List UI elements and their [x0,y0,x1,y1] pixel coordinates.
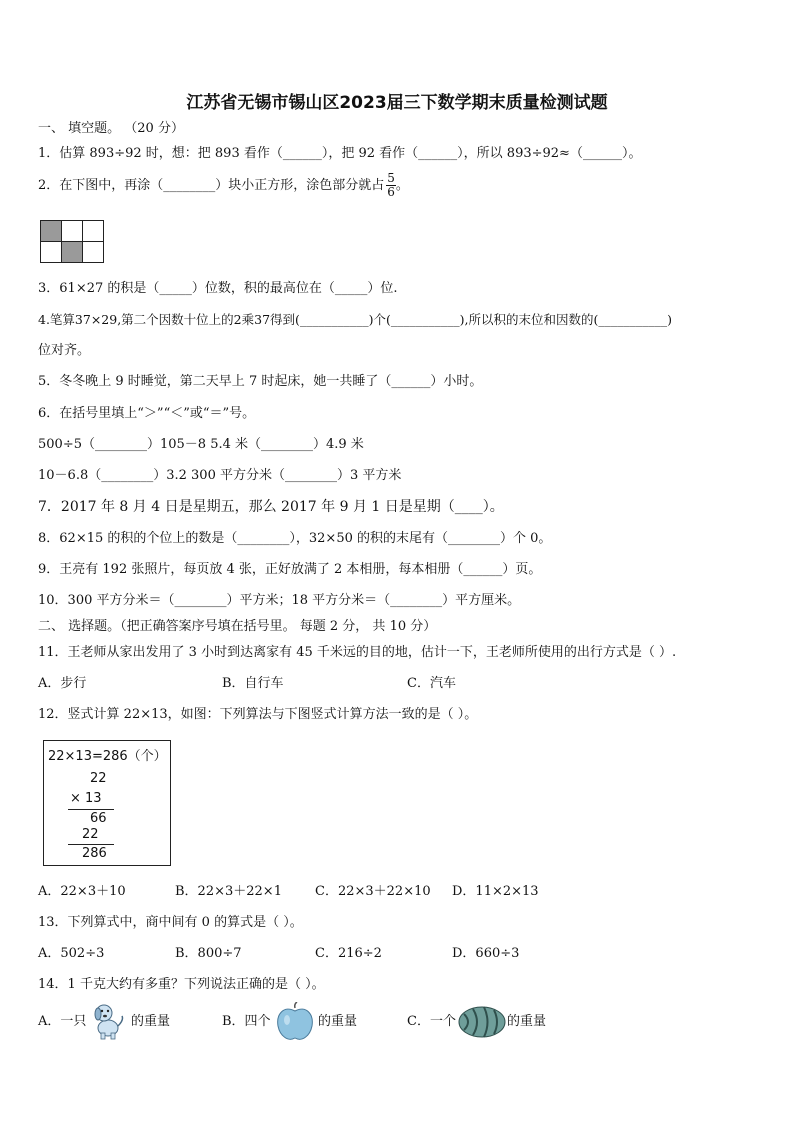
apple-icon [276,1002,314,1046]
question-5: 5．冬冬晚上 9 时睡觉，第二天早上 7 时起床，她一共睡了（______）小时。 [38,374,483,389]
question-9: 9．王亮有 192 张照片，每页放 4 张，正好放满了 2 本相册，每本相册（______）页。 [38,562,542,577]
question-8: 8．62×15 的积的个位上的数是（________），32×50 的积的末尾有（________）个 0。 [38,531,552,546]
question-6: 6．在括号里填上“＞”“＜”或“＝”号。 [38,406,256,421]
question-2-end: 。 [395,178,409,193]
calc-multiplier: × 13 [70,791,102,806]
question-11: 11．王老师从家出发用了 3 小时到达离家有 45 千米远的目的地，估计一下，王老师所使用的出行方式是（ ）. [38,645,677,660]
question-3: 3．61×27 的积是（_____）位数，积的最高位在（_____）位. [38,281,398,296]
q14-option-a-suffix: 的重量 [131,1014,171,1029]
calc-result: 286 [82,846,107,861]
q12-option-d: D．11×2×13 [452,884,539,899]
grid-cell-shaded [62,242,83,263]
q11-option-b: B．自行车 [222,676,284,691]
grid-cell [62,221,83,242]
grid-cell-shaded [41,221,62,242]
q13-option-c: C．216÷2 [315,946,382,961]
question-2 [38,172,409,199]
q14-option-c-suffix: 的重量 [507,1014,547,1029]
q12-option-c: C．22×3＋22×10 [315,884,431,899]
calc-rule-1 [68,809,114,810]
question-7: 7．2017 年 8 月 4 日是星期五，那么 2017 年 9 月 1 日是星期（____）。 [38,499,504,515]
q14-option-c-prefix: C．一个 [407,1014,456,1029]
watermelon-icon [458,1006,506,1042]
section-2-heading: 二、 选择题。（把正确答案序号填在括号里。 每题 2 分， 共 10 分） [38,619,437,634]
section-1-heading: 一、 填空题。 （20 分） [38,121,184,136]
fraction-numerator: 5 [387,171,395,185]
q11-option-c: C．汽车 [407,676,456,691]
question-1: 1．估算 893÷92 时，想：把 893 看作（______），把 92 看作（______），所以 893÷92≈（______）。 [38,146,642,161]
calc-multiplicand: 22 [90,771,107,786]
q14-option-b-suffix: 的重量 [318,1014,358,1029]
question-2-text: 2．在下图中，再涂（________）块小正方形，涂色部分就占 [38,178,385,193]
calc-partial-2: 22 [82,827,99,842]
grid-cell [83,221,104,242]
question-13: 13．下列算式中，商中间有 0 的算式是（ ）。 [38,915,303,930]
question-6-row-1: 500÷5（________）105－8 5.4 米（________）4.9 米 [38,437,364,452]
question-4: 4.笔算37×29,第二个因数十位上的2乘37得到(___________)个(___________),所以积的末位和因数的(___________) [38,312,673,327]
fraction [386,172,396,199]
page-title: 江苏省无锡市锡山区2023届三下数学期末质量检测试题 [186,93,608,113]
q13-option-b: B．800÷7 [175,946,242,961]
q14-option-b-prefix: B．四个 [222,1014,271,1029]
q12-option-b: B．22×3＋22×1 [175,884,282,899]
shaded-square-grid [40,220,104,263]
q13-option-a: A．502÷3 [38,946,105,961]
vertical-multiplication-figure [43,740,171,866]
grid-cell [41,242,62,263]
question-10: 10．300 平方分米＝（________）平方米；18 平方分米＝（________）平方厘米。 [38,593,521,608]
grid-cell [83,242,104,263]
question-6-row-2: 10－6.8（________）3.2 300 平方分米（________）3 平方米 [38,468,402,483]
q11-option-a: A．步行 [38,676,87,691]
dog-icon [91,1002,125,1044]
q13-option-d: D．660÷3 [452,946,520,961]
calc-header: 22×13=286（个） [48,749,167,764]
calc-partial-1: 66 [90,811,107,826]
calc-rule-2 [68,844,114,845]
q14-option-a-prefix: A．一只 [38,1014,87,1029]
question-4-cont: 位对齐。 [38,343,91,358]
q12-option-a: A．22×3＋10 [38,884,126,899]
fraction-denominator: 6 [387,185,395,199]
question-14: 14．1 千克大约有多重？下列说法正确的是（ ）。 [38,977,325,992]
question-12: 12．竖式计算 22×13，如图：下列算法与下图竖式计算方法一致的是（ ）。 [38,707,478,722]
